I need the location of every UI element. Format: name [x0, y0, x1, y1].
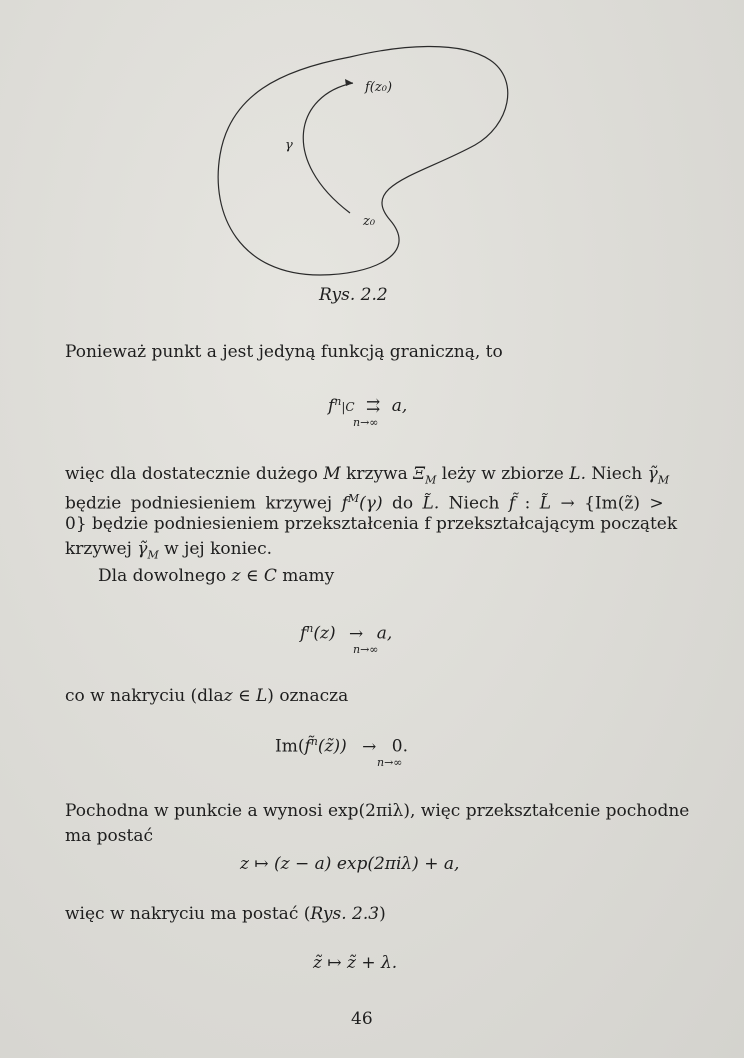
- paragraph-2-line-1: więc dla dostatecznie dużego M krzywa $\Xi_M$ leży w zbiorze L. Niech $\gammã_M$: [65, 464, 670, 487]
- figure-curve-diagram: [200, 35, 530, 285]
- equation-3: Im(f̃$^n$(z̃)) → 0.: [275, 735, 409, 757]
- paragraph-6: więc w nakryciu ma postać (Rys. 2.3): [65, 904, 386, 924]
- equation-1: $f^n|C$ ⇉ a,: [328, 395, 408, 416]
- arrow-head-icon: [345, 79, 353, 86]
- paragraph-5-line-1: Pochodna w punkcie a wynosi exp(2πiλ), więc przekształcenie pochodne: [65, 801, 690, 821]
- equation-3-limit: n→∞: [377, 756, 403, 769]
- paragraph-5-line-2: ma postać: [65, 826, 153, 846]
- paragraph-1: Ponieważ punkt a jest jedyną funkcją graniczną, to: [65, 342, 503, 362]
- equation-2: $f^n(z) \to a$,: [300, 622, 393, 644]
- paragraph-2-line-2: będzie podniesieniem krzywej $f^M(\gamma)$ do L̃. Niech f̃ : L̃ → {Im(z̃) >: [65, 492, 664, 514]
- equation-5: z̃ ↦ z̃ + λ.: [313, 953, 398, 973]
- page-number: 46: [351, 1009, 373, 1029]
- figure-caption: Rys. 2.2: [319, 285, 388, 305]
- closed-curve-path: [218, 46, 508, 275]
- paragraph-2-line-4: krzywej $\gammã_M$ w jej koniec.: [65, 539, 272, 562]
- equation-1-limit: n→∞: [353, 416, 379, 429]
- label-z0: z₀: [363, 214, 376, 229]
- gamma-arc-path: [303, 83, 353, 213]
- paragraph-3: Dla dowolnego z ∈ C mamy: [98, 566, 335, 586]
- label-gamma: γ: [285, 138, 293, 153]
- paragraph-2-line-3: 0} będzie podniesieniem przekształcenia f przekształcającym początek: [65, 514, 678, 534]
- equation-2-limit: n→∞: [353, 643, 379, 656]
- label-f-z0: f(z₀): [365, 80, 393, 95]
- paragraph-4: co w nakryciu (dlaz ∈ L) oznacza: [65, 686, 349, 706]
- equation-4: z ↦ (z − a) exp(2πiλ) + a,: [240, 854, 460, 874]
